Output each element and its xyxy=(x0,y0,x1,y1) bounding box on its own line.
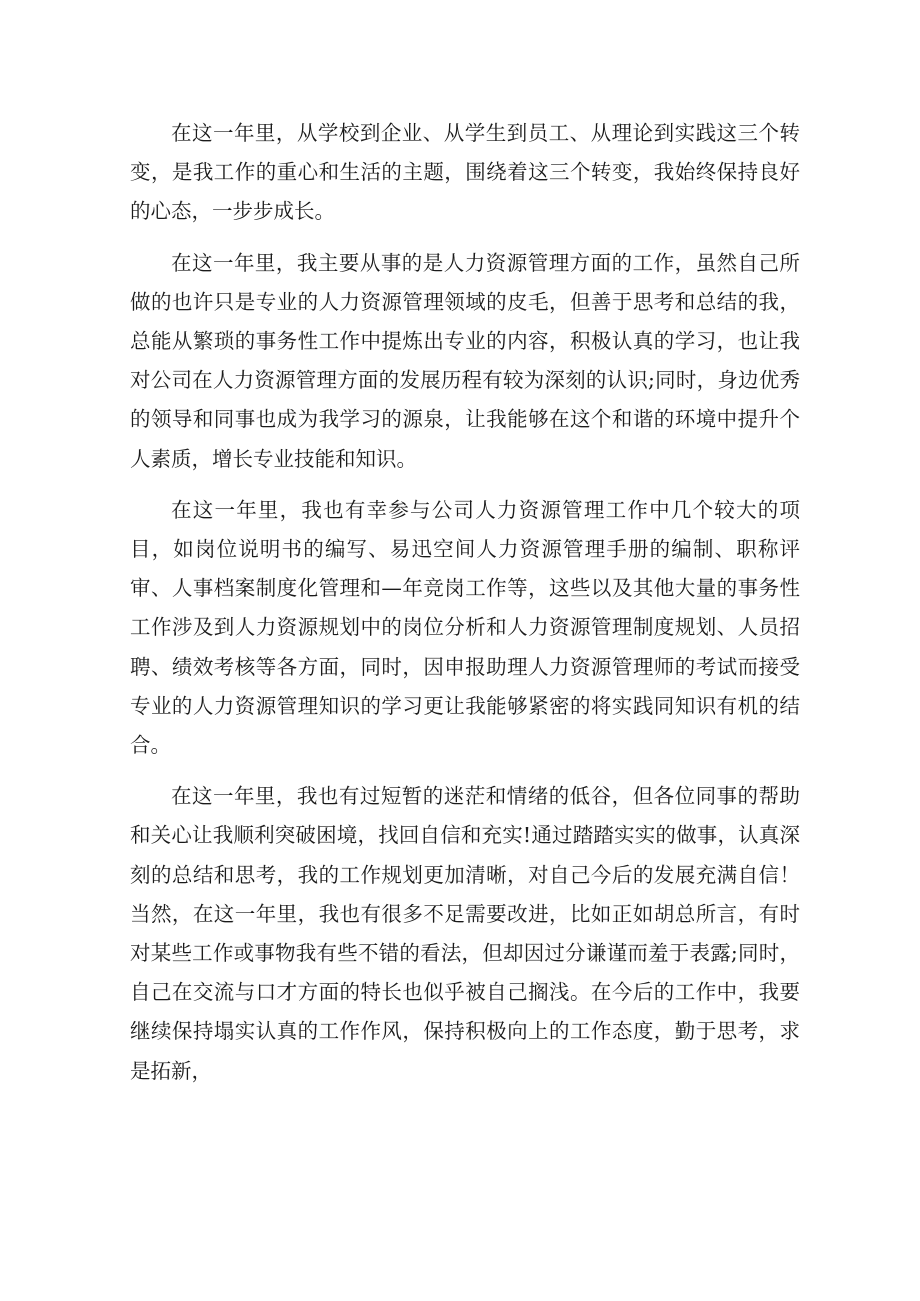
paragraph-2: 在这一年里，我主要从事的是人力资源管理方面的工作，虽然自己所做的也许只是专业的人力资源管理领域的皮毛，但善于思考和总结的我，总能从繁琐的事务性工作中提炼出专业的内容，积极认真的学习，也让我对公司在人力资源管理方面的发展历程有较为深刻的认识;同时，身边优秀的领导和同事也成为我学习的源泉，让我能够在这个和谐的环境中提升个人素质，增长专业技能和知识。 xyxy=(130,250,800,471)
document-body xyxy=(130,114,800,1103)
paragraph-3: 在这一年里，我也有幸参与公司人力资源管理工作中几个较大的项目，如岗位说明书的编写、易迅空间人力资源管理手册的编制、职称评审、人事档案制度化管理和—年竞岗工作等，这些以及其他大量的事务性工作涉及到人力资源规划中的岗位分析和人力资源管理制度规划、人员招聘、绩效考核等各方面，同时，因申报助理人力资源管理师的考试而接受专业的人力资源管理知识的学习更让我能够紧密的将实践同知识有机的结合。 xyxy=(130,497,800,758)
paragraph-1: 在这一年里，从学校到企业、从学生到员工、从理论到实践这三个转变，是我工作的重心和生活的主题，围绕着这三个转变，我始终保持良好的心态，一步步成长。 xyxy=(130,121,800,224)
paragraph-4: 在这一年里，我也有过短暂的迷茫和情绪的低谷，但各位同事的帮助和关心让我顺利突破困境，找回自信和充实!通过踏踏实实的做事，认真深刻的总结和思考，我的工作规划更加清晰，对自己今后的发展充满自信！当然，在这一年里，我也有很多不足需要改进，比如正如胡总所言，有时对某些工作或事物我有些不错的看法，但却因过分谦谨而羞于表露;同时，自己在交流与口才方面的特长也似乎被自己搁浅。在今后的工作中，我要继续保持塌实认真的工作作风，保持积极向上的工作态度，勤于思考，求是拓新， xyxy=(130,784,800,1083)
